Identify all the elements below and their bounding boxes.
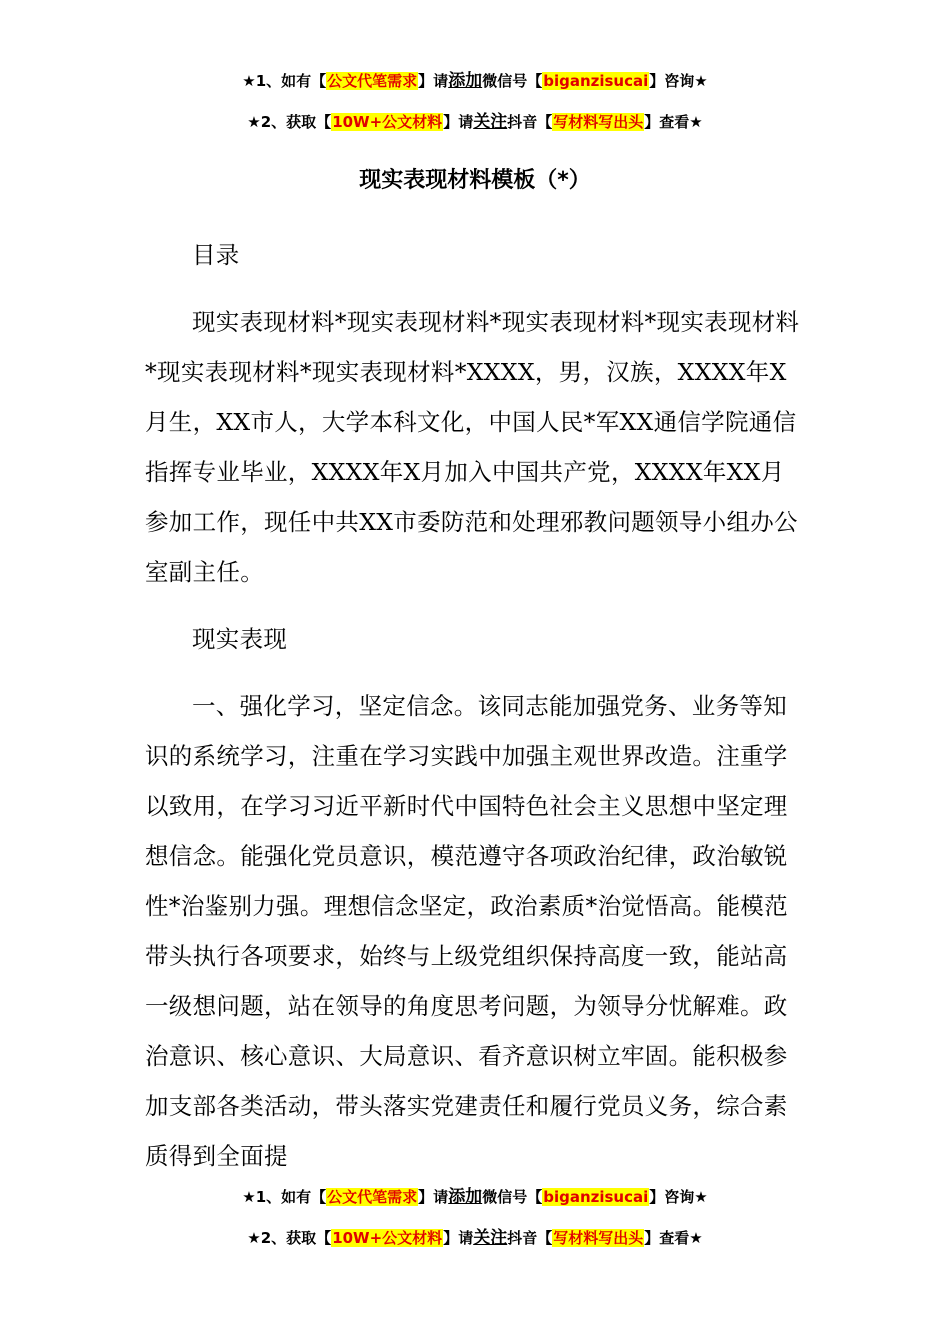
document-body — [145, 230, 807, 1198]
banner-text: 】请 — [418, 1188, 449, 1206]
toc-label: 目录 — [192, 241, 240, 269]
section-one-paragraph: 一、强化学习，坚定信念。该同志能加强党务、业务等知识的系统学习，注重在学习实践中加强主观世界改造。注重学以致用，在学习习近平新时代中国特色社会主义思想中坚定理想信念。能强化党员意识，模范遵守各项政治纪律，政治敏锐性*治鉴别力强。理想信念坚定，政治素质*治觉悟高。能模范带头执行各项要求，始终与上级党组织保持高度一致，能站高一级想问题，站在领导的角度思考问题，为领导分忧解难。政治意识、核心意识、大局意识、看齐意识树立牢固。能积极参加支部各类活动，带头落实党建责任和履行党员义务，综合素质得到全面提 — [145, 692, 788, 1170]
banner-emphasis: 关注 — [473, 1228, 508, 1248]
banner-suffix: 】咨询★ — [649, 1188, 708, 1206]
banner-highlight: biganzisucai — [543, 72, 649, 90]
banner-highlight: 写材料写出头 — [553, 1229, 644, 1247]
banner-prefix: ★2、获取【 — [247, 113, 332, 131]
bottom-banner-line-1 — [0, 1186, 950, 1208]
banner-prefix: ★1、如有【 — [242, 1188, 327, 1206]
banner-text: 】请 — [443, 113, 474, 131]
top-banner-line-2 — [0, 111, 950, 133]
banner-suffix: 】咨询★ — [649, 72, 708, 90]
banner-text: 】请 — [443, 1229, 474, 1247]
bottom-banner-line-2 — [0, 1227, 950, 1249]
intro-paragraph: 现实表现材料*现实表现材料*现实表现材料*现实表现材料*现实表现材料*现实表现材料*XXXX，男，汉族，XXXX年X月生，XX市人，大学本科文化，中国人民*军XX通信学院通信指挥专业毕业，XXXX年X月加入中国共产党，XXXX年XX月参加工作，现任中共XX市委防范和处理邪教问题领导小组办公室副主任。 — [145, 308, 800, 586]
banner-highlight: 写材料写出头 — [553, 113, 644, 131]
document-title: 现实表现材料模板（*） — [359, 168, 591, 193]
banner-prefix: ★1、如有【 — [242, 72, 327, 90]
banner-text: 】请 — [418, 72, 449, 90]
banner-highlight: 公文代笔需求 — [327, 72, 418, 90]
banner-highlight: biganzisucai — [543, 1188, 649, 1206]
banner-emphasis: 添加 — [448, 71, 483, 91]
banner-text: 抖音【 — [507, 113, 553, 131]
section-heading: 现实表现 — [192, 625, 288, 653]
banner-suffix: 】查看★ — [644, 1229, 703, 1247]
banner-text: 微信号【 — [482, 72, 543, 90]
banner-highlight: 10W+公文材料 — [332, 1229, 443, 1247]
banner-highlight: 公文代笔需求 — [327, 1188, 418, 1206]
top-banner-line-1 — [0, 70, 950, 92]
banner-suffix: 】查看★ — [644, 113, 703, 131]
banner-highlight: 10W+公文材料 — [332, 113, 443, 131]
banner-emphasis: 关注 — [473, 112, 508, 132]
banner-text: 微信号【 — [482, 1188, 543, 1206]
banner-text: 抖音【 — [507, 1229, 553, 1247]
banner-prefix: ★2、获取【 — [247, 1229, 332, 1247]
banner-emphasis: 添加 — [448, 1187, 483, 1207]
